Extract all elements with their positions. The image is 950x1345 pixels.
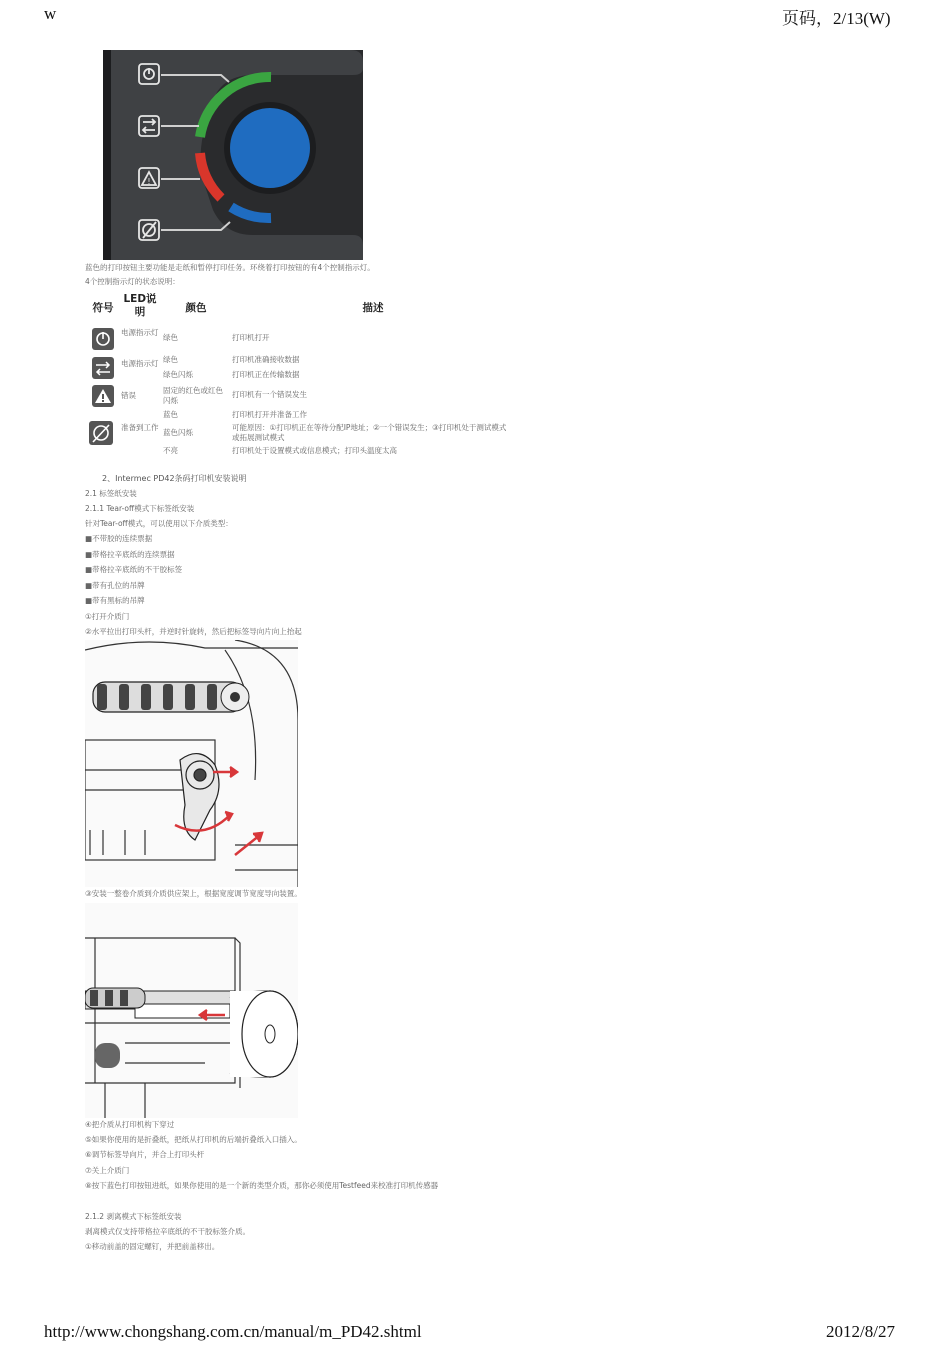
intro-line-1: 蓝色的打印按钮主要功能是走纸和暂停打印任务。环绕着打印按钮的有4个控制指示灯。 [85, 263, 375, 272]
ready-icon [89, 421, 113, 445]
section-2-1: 2.1 标签纸安装 [85, 489, 137, 498]
row3-color: 固定的红色或红色闪烁 [163, 386, 223, 405]
row2-desc-1: 打印机准确接收数据 [232, 355, 300, 364]
section2-title: 2、Intermec PD42条码打印机安装说明 [102, 474, 247, 483]
col-header-color: 颜色 [185, 302, 207, 314]
section-2-1-2-step-1: ①移动前盖的固定螺钉，并把前盖移出。 [85, 1242, 220, 1251]
step-8: ⑧按下蓝色打印按钮进纸，如果你使用的是一个新的类型介质，那你必须使用Testfeed来校准打印机传感器 [85, 1181, 439, 1190]
row2-color-2: 绿色闪烁 [163, 370, 193, 379]
section-2-1-2-intro: 剥离模式仅支持带格拉辛底纸的不干胶标签介质。 [85, 1227, 250, 1236]
control-panel-image [103, 50, 363, 260]
row4-desc-2: 可能原因：①打印机正在等待分配IP地址；②一个错误发生；③打印机处于测试模式或拓展测试模式 [232, 423, 507, 442]
step-7: ⑦关上介质门 [85, 1166, 130, 1175]
col-header-desc: 描述 [362, 302, 384, 314]
row1-led: 电源指示灯 [121, 328, 159, 337]
step-6: ⑥调节标签导向片，并合上打印头杆 [85, 1150, 205, 1159]
data-transfer-icon [92, 357, 114, 379]
row3-desc: 打印机有一个错误发生 [232, 390, 307, 399]
row2-led: 电源指示灯 [121, 359, 159, 368]
media-item: ■带格拉辛底纸的不干胶标签 [85, 565, 183, 574]
footer-date: 2012/8/27 [826, 1322, 895, 1341]
printhead-lever-illustration [85, 640, 298, 887]
step-2: ②水平拉出打印头杆，并逆时针旋转，然后把标签导向片向上抬起 [85, 627, 302, 636]
row4-color-3: 不亮 [163, 446, 178, 455]
col-header-led: LED说明 [123, 293, 157, 318]
row3-led: 错误 [121, 391, 136, 400]
row2-desc-2: 打印机正在传输数据 [232, 370, 300, 379]
media-item: ■不带胶的连续票据 [85, 534, 153, 543]
warning-icon [92, 385, 114, 407]
step-3: ③安装一整卷介质到介质供应架上，根据宽度调节宽度导向装置。 [85, 889, 302, 898]
row4-desc-1: 打印机打开并准备工作 [232, 410, 307, 419]
media-item: ■带格拉辛底纸的连续票据 [85, 550, 175, 559]
row1-desc: 打印机打开 [232, 333, 270, 342]
page-number: 页码，2/13(W) [782, 9, 891, 28]
row1-color: 绿色 [163, 333, 178, 342]
footer-url[interactable]: http://www.chongshang.com.cn/manual/m_PD42.shtml [44, 1322, 422, 1341]
intro-line-2: 4个控制指示灯的状态说明： [85, 277, 180, 286]
step-4: ④把介质从打印机构下穿过 [85, 1120, 175, 1129]
row4-color-1: 蓝色 [163, 410, 178, 419]
row2-color-1: 绿色 [163, 355, 178, 364]
media-roll-illustration [85, 903, 298, 1118]
step-5: ⑤如果你使用的是折叠纸，把纸从打印机的后端折叠纸入口插入。 [85, 1135, 302, 1144]
power-icon [92, 328, 114, 350]
section-2-1-2: 2.1.2 剥离模式下标签纸安装 [85, 1212, 182, 1221]
row4-desc-3: 打印机处于设置模式或信息模式；打印头温度太高 [232, 446, 397, 455]
section-2-1-1: 2.1.1 Tear-off模式下标签纸安装 [85, 504, 195, 513]
media-item: ■带有黑标的吊牌 [85, 596, 145, 605]
media-item: ■带有孔位的吊牌 [85, 581, 145, 590]
header-left: w [44, 4, 57, 23]
svg-text:!: ! [147, 177, 151, 186]
col-header-symbol: 符号 [92, 302, 114, 314]
section-2-1-1-intro: 针对Tear-off模式，可以使用以下介质类型： [85, 519, 233, 528]
row4-color-2: 蓝色闪烁 [163, 428, 193, 437]
row4-led: 准备到工作 [121, 423, 159, 432]
step-1: ①打开介质门 [85, 612, 130, 621]
